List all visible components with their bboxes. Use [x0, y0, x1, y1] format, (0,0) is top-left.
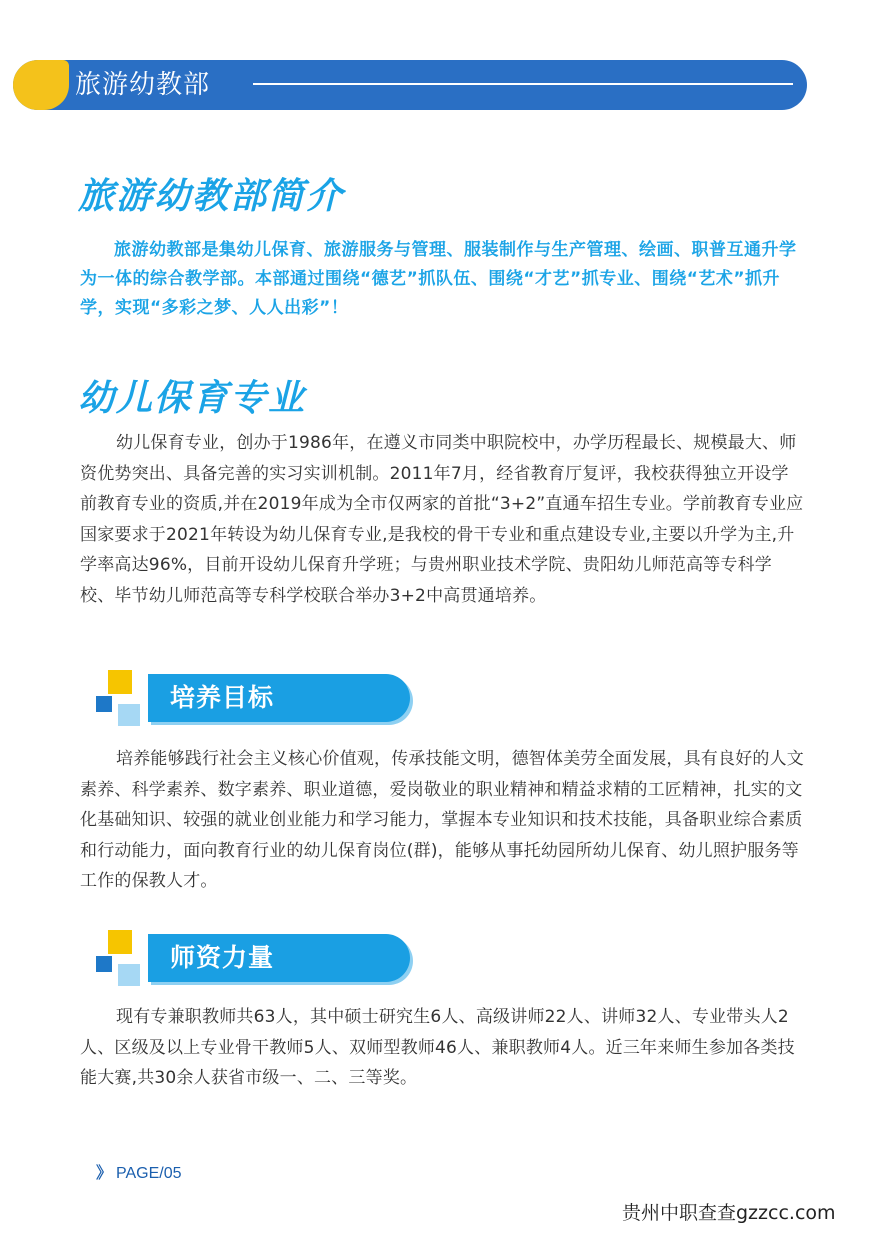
watermark-text: 贵州中职查查gzzcc.com [622, 1198, 836, 1225]
faculty-section-label: 师资力量 [170, 943, 275, 972]
intro-paragraph: 旅游幼教部是集幼儿保育、旅游服务与管理、服装制作与生产管理、绘画、职普互通升学为一体的综合教学部。本部通过围绕“德艺”抓队伍、围绕“才艺”抓专业、围绕“艺术”抓升学，实现“多彩之梦、人人出彩”！ [80, 240, 797, 318]
banner-title: 旅游幼教部 [75, 70, 211, 100]
goal-paragraph: 培养能够践行社会主义核心价值观，传承技能文明，德智体美劳全面发展，具有良好的人文素养、科学素养、数字素养、职业道德，爱岗敬业的职业精神和精益求精的工匠精神，扎实的文化基础知识、较强的就业创业能力和学习能力，掌握本专业知识和技术技能，具备职业综合素质和行动能力，面向教育行业的幼儿保育岗位(群)，能够从事托幼园所幼儿保育、幼儿照护服务等工作的保教人才。 [80, 749, 804, 891]
faculty-paragraph: 现有专兼职教师共63人，其中硕士研究生6人、高级讲师22人、讲师32人、专业带头人2人、区级及以上专业骨干教师5人、双师型教师46人、兼职教师4人。近三年来师生参加各类技能大赛,共30余人获省市级一、二、三等奖。 [80, 1007, 795, 1088]
intro-heading: 旅游幼教部简介 [78, 176, 345, 217]
lightblue-square-decoration [118, 704, 140, 726]
blue-square-decoration [96, 696, 112, 712]
banner-divider [253, 83, 793, 85]
yellow-square-decoration [108, 930, 132, 954]
lightblue-square-decoration [118, 964, 140, 986]
faculty-section-header [96, 930, 416, 988]
page-number: PAGE/05 [116, 1165, 182, 1182]
goal-section-label: 培养目标 [170, 683, 275, 712]
major-heading: 幼儿保育专业 [78, 378, 307, 419]
blue-square-decoration [96, 956, 112, 972]
header-banner [13, 60, 807, 110]
yellow-square-decoration [108, 670, 132, 694]
goal-section-header [96, 670, 416, 728]
major-paragraph: 幼儿保育专业，创办于1986年，在遵义市同类中职院校中，办学历程最长、规模最大、师资优势突出、具备完善的实习实训机制。2011年7月，经省教育厅复评，我校获得独立开设学前教育专业的资质,并在2019年成为全市仅两家的首批“3+2”直通车招生专业。学前教育专业应国家要求于2021年转设为幼儿保育专业,是我校的骨干专业和重点建设专业,主要以升学为主,升学率高达96%，目前开设幼儿保育升学班；与贵州职业技术学院、贵阳幼儿师范高等专科学校、毕节幼儿师范高等专科学校联合举办3+2中高贯通培养。 [80, 433, 804, 606]
chevron-icon: 》 [96, 1165, 113, 1182]
page-footer [96, 1160, 182, 1183]
leaf-decoration [13, 60, 69, 110]
